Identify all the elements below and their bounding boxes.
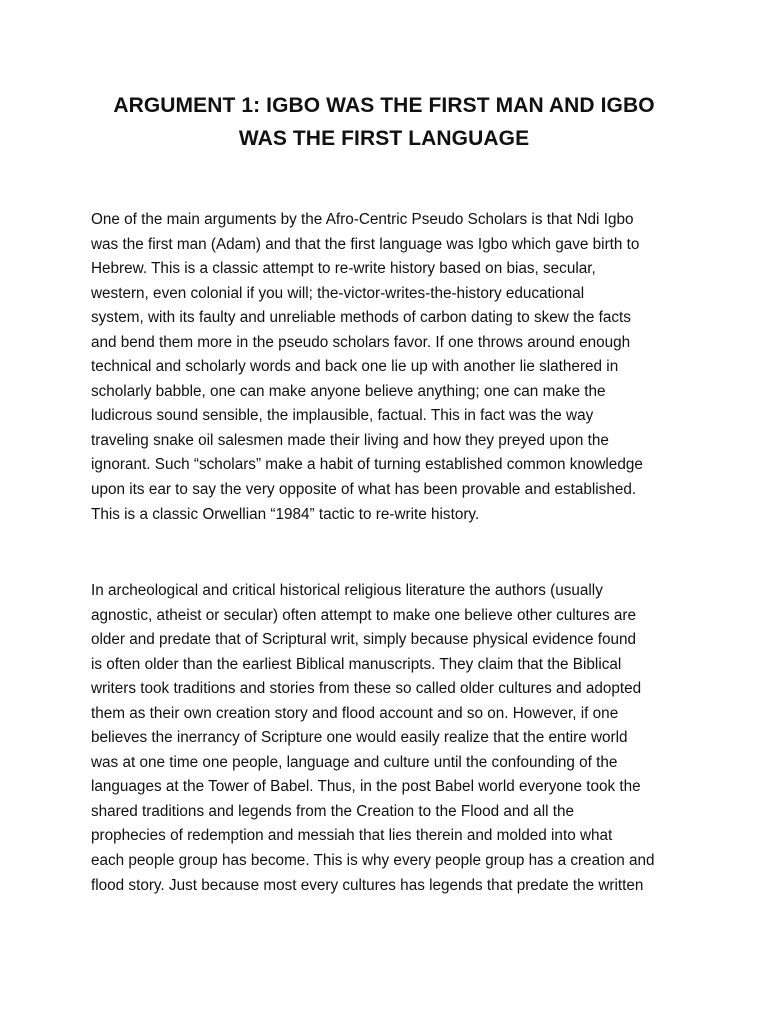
paragraph-line: each people group has become. This is why every people group has a creation and [91, 852, 655, 870]
paragraph-line: was at one time one people, language and culture until the confounding of the [91, 753, 618, 771]
paragraph-line: prophecies of redemption and messiah that lies therein and molded into what [91, 827, 613, 845]
paragraph-line: technical and scholarly words and back one lie up with another lie slathered in [91, 358, 619, 376]
paragraph-line: believes the inerrancy of Scripture one would easily realize that the entire world [91, 729, 628, 747]
paragraph-1 [91, 208, 681, 527]
paragraph-line: Hebrew. This is a classic attempt to re-write history based on bias, secular, [91, 260, 596, 278]
paragraph-line: ludicrous sound sensible, the implausible, factual. This in fact was the way [91, 407, 594, 425]
paragraph-line: writers took traditions and stories from these so called older cultures and adopted [91, 680, 642, 698]
paragraph-line: ignorant. Such “scholars” make a habit of turning established common knowledge [91, 456, 643, 474]
paragraph-line: western, even colonial if you will; the-victor-writes-the-history educational [91, 284, 585, 302]
paragraph-line: upon its ear to say the very opposite of what has been provable and established. [91, 481, 637, 499]
page-title [84, 89, 684, 155]
paragraph-line: scholarly babble, one can make anyone believe anything; one can make the [91, 382, 606, 400]
paragraph-2 [91, 579, 681, 898]
title-line: ARGUMENT 1: IGBO WAS THE FIRST MAN AND IGBO [113, 94, 655, 117]
paragraph-line: is often older than the earliest Biblical manuscripts. They claim that the Biblical [91, 655, 622, 673]
paragraph-line: and bend them more in the pseudo scholars favor. If one throws around enough [91, 333, 631, 351]
paragraph-line: flood story. Just because most every cultures has legends that predate the written [91, 876, 644, 894]
paragraph-line: system, with its faulty and unreliable methods of carbon dating to skew the facts [91, 309, 631, 327]
paragraph-line: older and predate that of Scriptural writ, simply because physical evidence found [91, 631, 637, 649]
paragraph-line: them as their own creation story and flood account and so on. However, if one [91, 704, 619, 722]
paragraph-line: agnostic, atheist or secular) often attempt to make one believe other cultures are [91, 606, 637, 624]
title-line: WAS THE FIRST LANGUAGE [238, 127, 530, 150]
paragraph-line: traveling snake oil salesmen made their living and how they preyed upon the [91, 431, 609, 449]
paragraph-line: In archeological and critical historical religious literature the authors (usually [91, 582, 603, 599]
paragraph-line: This is a classic Orwellian “1984” tactic to re-write history. [91, 505, 480, 523]
paragraph-line: shared traditions and legends from the Creation to the Flood and all the [91, 802, 575, 820]
paragraph-line: languages at the Tower of Babel. Thus, in the post Babel world everyone took the [91, 778, 641, 796]
paragraph-line: One of the main arguments by the Afro-Centric Pseudo Scholars is that Ndi Igbo [91, 211, 634, 228]
paragraph-line: was the first man (Adam) and that the first language was Igbo which gave birth to [91, 235, 640, 253]
